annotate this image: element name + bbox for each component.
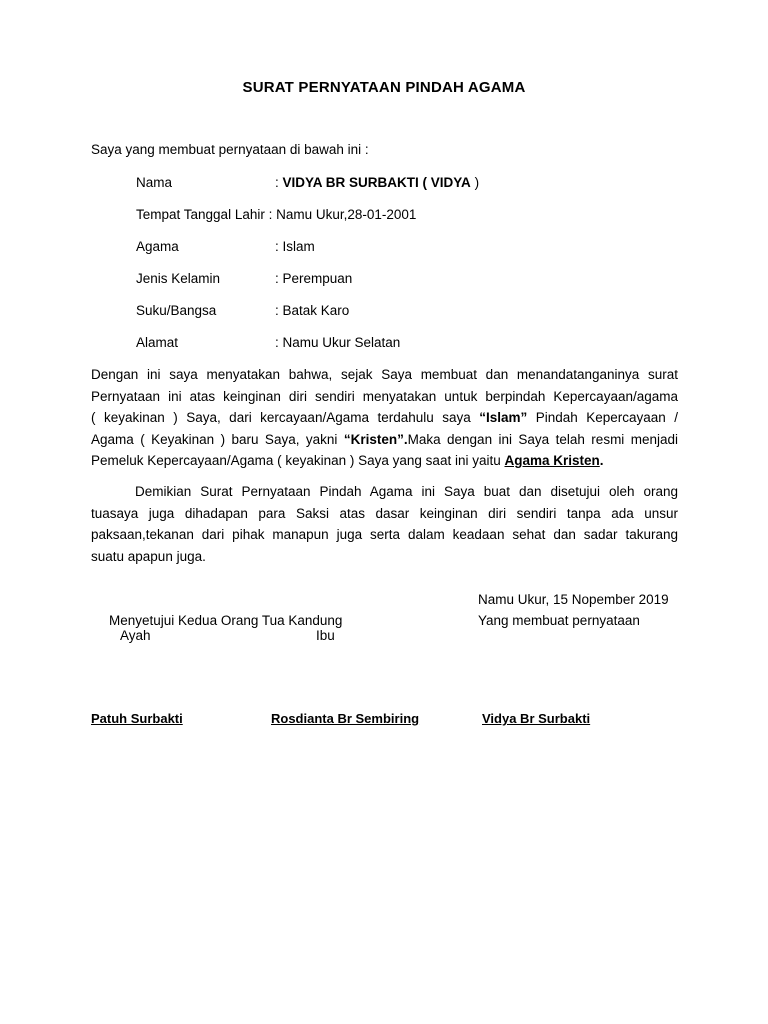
document-title: SURAT PERNYATAAN PINDAH AGAMA — [242, 79, 526, 96]
field-value: Perempuan — [282, 271, 353, 286]
paragraph-line: ( keyakinan ) Saya, dari kercayaan/Agama terdahulu saya “Islam” Pindah Kepercayaan / — [91, 410, 678, 425]
field-value: Namu Ukur,28-01-2001 — [276, 207, 417, 222]
closing-paragraph — [91, 481, 678, 567]
paragraph-line: Demikian Surat Pernyataan Pindah Agama ini Saya buat dan disetujui oleh orang — [135, 484, 678, 499]
religion-new: “Kristen”. — [343, 431, 408, 447]
field-label: Jenis Kelamin — [136, 271, 221, 286]
mother-signature-name: Rosdianta Br Sembiring — [271, 711, 420, 726]
field-value: Namu Ukur Selatan — [282, 335, 401, 350]
field-value: Islam — [282, 239, 315, 254]
paragraph-line: Pernyataan ini atas keinginan diri sendiri menyatakan untuk berpindah Kepercayaan/agama — [91, 388, 678, 404]
intro-text: Saya yang membuat pernyataan di bawah ini : — [91, 142, 369, 157]
father-signature-name: Patuh Surbakti — [91, 711, 183, 726]
mother-label: Ibu — [316, 628, 335, 643]
religion-previous: “Islam” — [479, 410, 528, 425]
field-label: Tempat Tanggal Lahir — [136, 207, 265, 222]
field-agama — [136, 239, 315, 254]
field-separator: : — [264, 207, 277, 222]
field-nama — [136, 175, 479, 190]
field-separator: : — [275, 335, 283, 350]
field-separator: : — [275, 175, 283, 190]
paragraph-line: Agama ( Keyakinan ) baru Saya, yakni “Kristen”.Maka dengan ini Saya telah resmi menjadi — [91, 431, 679, 447]
parents-approval: Menyetujui Kedua Orang Tua Kandung — [109, 613, 343, 628]
paragraph-line: Dengan ini saya menyatakan bahwa, sejak Saya membuat dan menandatanganinya surat — [91, 367, 678, 382]
field-suku-bangsa — [136, 303, 349, 318]
field-ttl — [136, 207, 416, 222]
father-label: Ayah — [120, 628, 151, 643]
field-value-tail: ) — [470, 175, 480, 190]
field-label: Agama — [136, 239, 179, 254]
paragraph-line: tuasaya juga dihadapan para Saksi atas dasar keinginan diri sendiri tanpa ada unsur — [91, 505, 678, 521]
maker-signature-name: Vidya Br Surbakti — [482, 711, 591, 726]
field-jenis-kelamin — [136, 271, 352, 286]
paragraph-line: Pemeluk Kepercayaan/Agama ( keyakinan ) Saya yang saat ini yaitu Agama Kristen. — [91, 453, 604, 468]
field-separator: : — [275, 239, 283, 254]
field-value-bold: VIDYA BR SURBAKTI ( VIDYA — [282, 175, 471, 190]
field-label: Suku/Bangsa — [136, 303, 217, 318]
maker-caption: Yang membuat pernyataan — [478, 613, 640, 628]
religion-current: Agama Kristen — [504, 453, 600, 468]
paragraph-line: paksaan,tekanan dari pihak manapun juga serta dalam keadaan sehat dan sadar takurang — [91, 527, 678, 542]
field-separator: : — [275, 271, 283, 286]
field-value: Batak Karo — [282, 303, 350, 318]
field-label: Nama — [136, 175, 173, 190]
place-date: Namu Ukur, 15 Nopember 2019 — [478, 592, 669, 607]
statement-paragraph — [91, 364, 678, 472]
field-label: Alamat — [136, 335, 179, 350]
field-value — [283, 175, 480, 190]
field-alamat — [136, 335, 400, 350]
paragraph-line: suatu apapun juga. — [91, 548, 206, 564]
field-separator: : — [275, 303, 283, 318]
